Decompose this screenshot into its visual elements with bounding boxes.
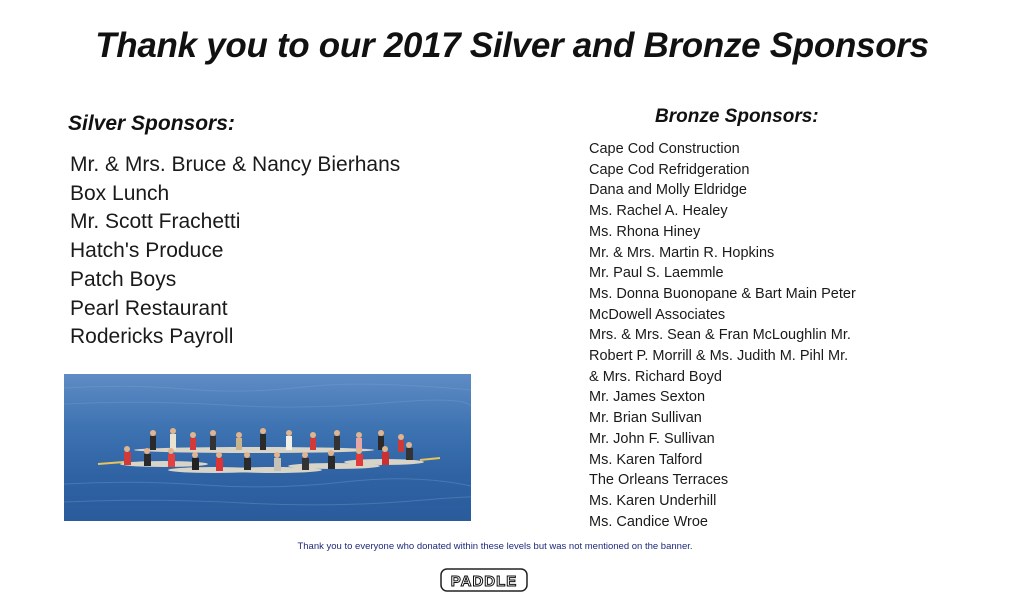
list-item: & Mrs. Richard Boyd	[589, 368, 722, 385]
list-item: Mr. Brian Sullivan	[589, 410, 702, 427]
list-item: Pearl Restaurant	[70, 296, 228, 320]
list-item: Mr. John F. Sullivan	[589, 430, 715, 447]
list-item: Cape Cod Construction	[589, 141, 740, 157]
list-item: Robert P. Morrill & Ms. Judith M. Pihl Mr.	[589, 348, 849, 365]
list-item: Dana and Molly Eldridge	[589, 182, 747, 199]
list-item: Ms. Donna Buonopane & Bart Main Peter	[589, 285, 856, 302]
footer-note: Thank you to everyone who donated within these levels but was not mentioned on the banner.	[297, 541, 693, 552]
list-item: Ms. Karen Underhill	[589, 492, 717, 509]
list-item: Rodericks Payroll	[70, 325, 234, 349]
silver-sponsors-list	[70, 151, 400, 352]
list-item: Patch Boys	[70, 267, 177, 291]
list-item: Ms. Rachel A. Healey	[589, 203, 728, 220]
bronze-sponsors-heading: Bronze Sponsors:	[655, 106, 819, 127]
list-item: Ms. Karen Talford	[589, 451, 703, 468]
list-item: Ms. Rhona Hiney	[589, 223, 701, 240]
list-item: Box Lunch	[70, 181, 170, 205]
list-item: McDowell Associates	[589, 306, 726, 323]
logo-lettering: PADDLE	[450, 573, 518, 590]
bronze-sponsors-list	[589, 139, 889, 532]
paddle-logo	[440, 566, 528, 594]
list-item: Mr. Scott Frachetti	[70, 210, 241, 234]
silver-sponsors-heading: Silver Sponsors:	[68, 112, 235, 135]
list-item: Mr. & Mrs. Martin R. Hopkins	[589, 244, 775, 261]
list-item: Ms. Candice Wroe	[589, 513, 708, 530]
list-item: Hatch's Produce	[70, 239, 224, 263]
paddleboard-circle-photo	[64, 374, 471, 521]
list-item: Mr. & Mrs. Bruce & Nancy Bierhans	[70, 153, 401, 176]
list-item: Mrs. & Mrs. Sean & Fran McLoughlin Mr.	[589, 327, 851, 344]
list-item: Mr. Paul S. Laemmle	[589, 265, 724, 282]
list-item: Mr. James Sexton	[589, 389, 706, 406]
list-item: The Orleans Terraces	[589, 472, 729, 489]
list-item: Cape Cod Refridgeration	[589, 161, 750, 178]
page-title: Thank you to our 2017 Silver and Bronze Sponsors	[95, 26, 929, 65]
